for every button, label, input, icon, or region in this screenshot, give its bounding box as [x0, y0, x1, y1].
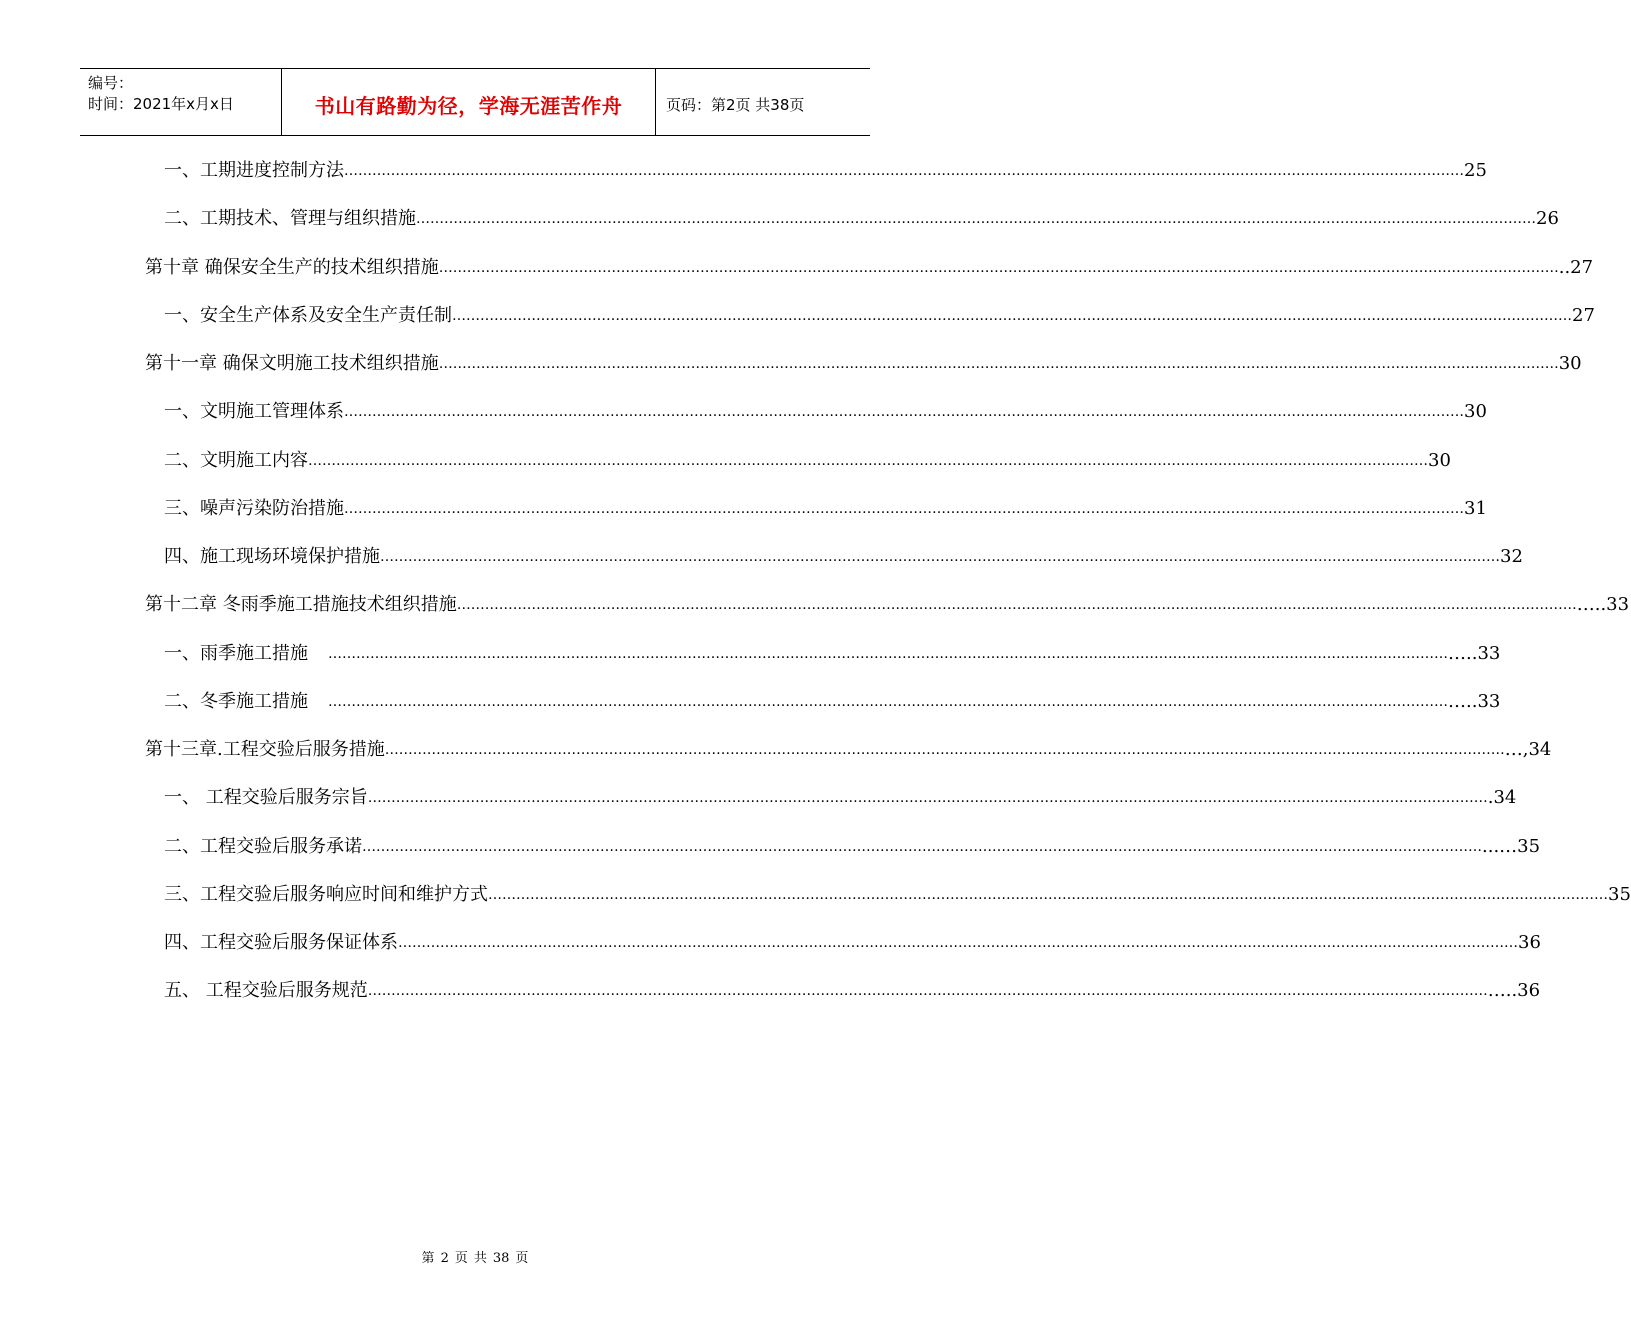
toc-leader-dots: …………………………………………………………………………………………………………………………………………………………………………………………………………………… — [380, 549, 1500, 565]
toc-leader-dots: …………………………………………………………………………………………………………………………………………………………………………………………………………………… — [416, 211, 1536, 227]
toc-entry-title: 二、文明施工内容 — [164, 450, 308, 471]
toc-entry-title: 二、工程交验后服务承诺 — [164, 836, 362, 857]
toc-entry-page: 30 — [1558, 353, 1582, 374]
toc-entry-title: 一、工期进度控制方法 — [164, 160, 344, 181]
toc-chapter — [145, 352, 1582, 376]
toc-entry-page: 26 — [1536, 208, 1559, 229]
toc-entry-page: ..27 — [1558, 257, 1594, 278]
toc-leader-dots: …………………………………………………………………………………………………………………………………………………………………………………………………………………… — [488, 887, 1608, 903]
toc-entry-title: 第十一章 确保文明施工技术组织措施 — [145, 353, 439, 374]
toc-entry — [164, 497, 1487, 521]
toc-leader-dots: …………………………………………………………………………………………………………………………………………………………………………………………………………………… — [398, 935, 1518, 951]
toc-entry-title: 一、雨季施工措施 — [164, 643, 308, 664]
toc-entry-page: .34 — [1487, 787, 1517, 808]
toc-entry-title: 四、工程交验后服务保证体系 — [164, 932, 398, 953]
toc-chapter — [145, 256, 1594, 280]
toc-entry-title: 四、施工现场环境保护措施 — [164, 546, 380, 567]
toc-entry-title: 一、安全生产体系及安全生产责任制 — [164, 305, 452, 326]
toc-leader-dots: …………………………………………………………………………………………………………………………………………………………………………………………………………………… — [308, 453, 1428, 469]
toc-entry — [164, 400, 1487, 424]
toc-entry — [164, 159, 1487, 183]
document-code-label: 编号： — [88, 74, 134, 92]
header-meta — [80, 69, 282, 135]
toc-entry-page: …..36 — [1487, 980, 1541, 1001]
toc-entry-page: ...…35 — [1482, 836, 1541, 857]
toc-entry — [164, 545, 1523, 569]
toc-leader-dots: …………………………………………………………………………………………………………………………………………………………………………………………………………………… — [438, 260, 1559, 276]
toc-entry-title: 一、 工程交验后服务宗旨 — [164, 787, 368, 808]
footer-ye: 页 — [454, 1251, 468, 1266]
toc-leader-dots: …………………………………………………………………………………………………………………………………………………………………………………………………………………… — [384, 742, 1505, 758]
toc-entry-page: …..33 — [1576, 594, 1630, 615]
toc-leader-dots: …………………………………………………………………………………………………………………………………………………………………………………………………………………… — [344, 163, 1464, 179]
toc-entry-title: 第十章 确保安全生产的技术组织措施 — [145, 257, 439, 278]
toc-entry — [164, 207, 1559, 231]
toc-entry-page: 30 — [1464, 401, 1487, 422]
toc-leader-dots: …………………………………………………………………………………………………………………………………………………………………………………………………………………… — [367, 790, 1488, 806]
toc-chapter — [145, 738, 1552, 762]
toc-leader-dots: …………………………………………………………………………………………………………………………………………………………………………………………………………………… — [362, 839, 1482, 855]
footer-total-pages: 38 — [492, 1251, 510, 1266]
toc-leader-dots: …………………………………………………………………………………………………………………………………………………………………………………………………………………… — [456, 597, 1577, 613]
header-motto: 书山有路勤为径，学海无涯苦作舟 — [314, 93, 623, 118]
toc-leader-dots: …………………………………………………………………………………………………………………………………………………………………………………………………………………… — [328, 646, 1448, 662]
page-header — [80, 68, 870, 136]
toc-leader-dots: …………………………………………………………………………………………………………………………………………………………………………………………………………………… — [452, 308, 1572, 324]
toc-entry-title: 三、噪声污染防治措施 — [164, 498, 344, 519]
toc-entry — [164, 642, 1501, 666]
toc-leader-dots: …………………………………………………………………………………………………………………………………………………………………………………………………………………… — [344, 404, 1464, 420]
toc-entry-title: 二、冬季施工措施 — [164, 691, 308, 712]
toc-leader-dots: …………………………………………………………………………………………………………………………………………………………………………………………………………………… — [344, 501, 1464, 517]
toc-entry — [164, 883, 1631, 907]
toc-entry-title: 第十二章 冬雨季施工措施技术组织措施 — [145, 594, 457, 615]
footer-ye: 页 — [515, 1251, 529, 1266]
footer-current-page: 2 — [440, 1251, 449, 1266]
toc-entry — [164, 786, 1517, 810]
toc-entry-title: 一、文明施工管理体系 — [164, 401, 344, 422]
footer-di: 第 — [421, 1251, 435, 1266]
toc-entry — [164, 979, 1541, 1003]
toc-entry-title: 二、工期技术、管理与组织措施 — [164, 208, 416, 229]
toc-leader-dots: …………………………………………………………………………………………………………………………………………………………………………………………………………………… — [367, 983, 1488, 999]
toc-entry — [164, 690, 1501, 714]
toc-entry-title: 第十三章.工程交验后服务措施 — [145, 739, 385, 760]
toc-entry-page: …,34 — [1504, 739, 1552, 760]
toc-entry-title: 五、 工程交验后服务规范 — [164, 980, 368, 1001]
toc-entry-title: 三、工程交验后服务响应时间和维护方式 — [164, 884, 488, 905]
toc-entry — [164, 835, 1541, 859]
toc-entry-page: 31 — [1464, 498, 1487, 519]
toc-entry — [164, 931, 1541, 955]
header-page-info-cell — [656, 69, 870, 135]
header-page-info: 页码：第2页 共38页 — [666, 95, 805, 114]
toc-leader-dots: …………………………………………………………………………………………………………………………………………………………………………………………………………………… — [328, 694, 1448, 710]
header-motto-cell — [282, 69, 656, 135]
toc-entry — [164, 304, 1595, 328]
toc-entry-page: …..33 — [1448, 643, 1501, 664]
toc-entry — [164, 449, 1451, 473]
toc-entry-page: 30 — [1428, 450, 1451, 471]
toc-entry-page: 36 — [1518, 932, 1541, 953]
toc-leader-dots: …………………………………………………………………………………………………………………………………………………………………………………………………………………… — [438, 356, 1559, 372]
toc-entry-page: 27 — [1572, 305, 1595, 326]
document-date: 时间：2021年x月x日 — [88, 95, 234, 113]
footer-gong: 共 — [473, 1251, 487, 1266]
toc-chapter — [145, 593, 1630, 617]
page-footer — [0, 1247, 950, 1266]
toc-entry-page: …..33 — [1448, 691, 1501, 712]
toc-entry-page: 32 — [1500, 546, 1523, 567]
toc-entry-page: 35 — [1608, 884, 1631, 905]
toc-entry-page: 25 — [1464, 160, 1487, 181]
